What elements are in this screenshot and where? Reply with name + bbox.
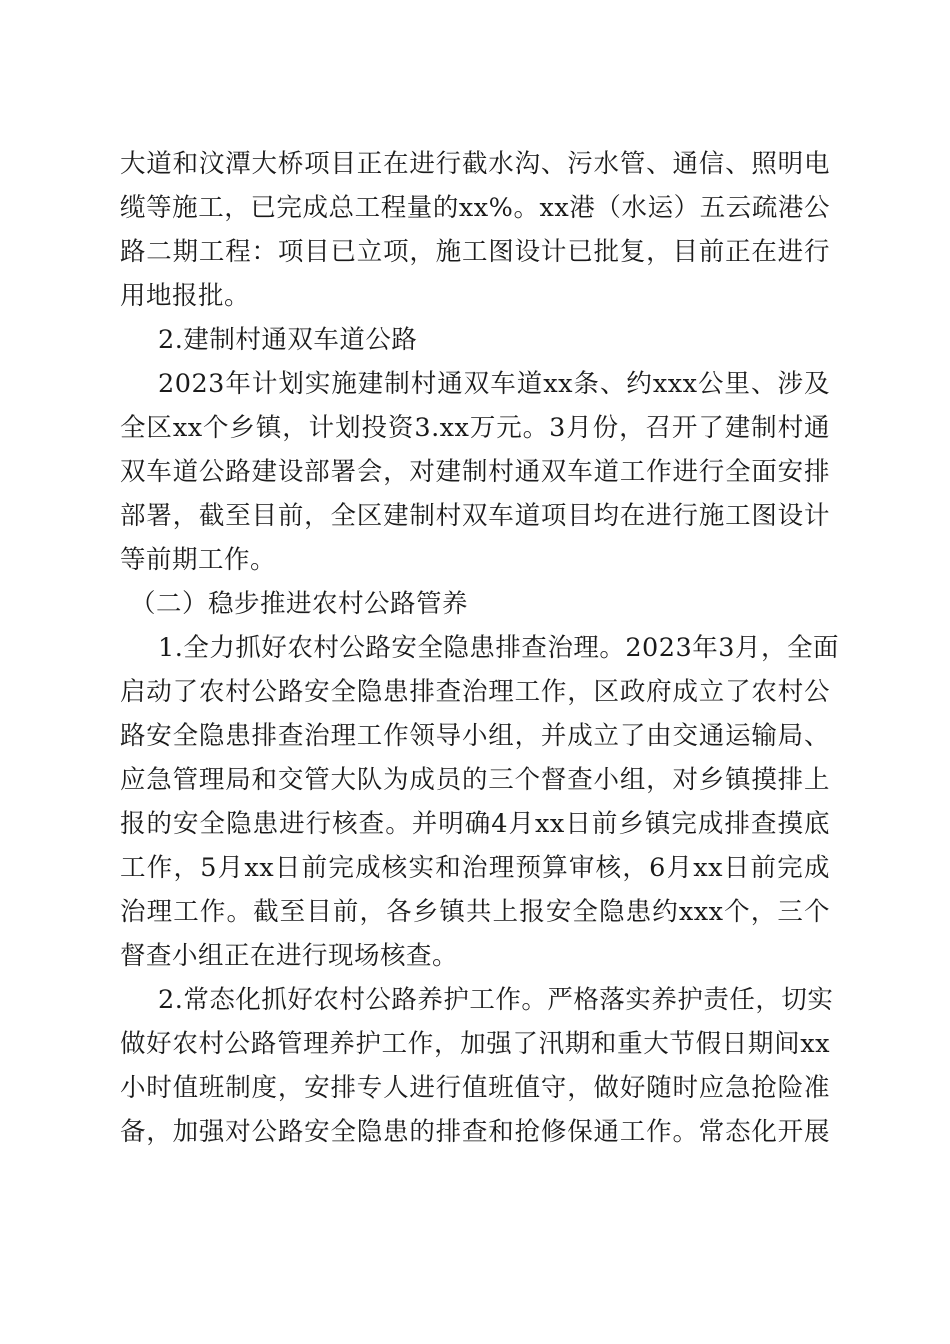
paragraph-line: 备，加强对公路安全隐患的排查和抢修保通工作。常态化开展 — [120, 1117, 830, 1147]
paragraph-line: 等前期工作。 — [120, 545, 277, 575]
paragraph-line: 2023年计划实施建制村通双车道xx条、约xxx公里、涉及 — [158, 369, 830, 399]
section-heading: 2.建制村通双车道公路 — [158, 325, 418, 355]
paragraph-line: 路二期工程：项目已立项，施工图设计已批复，目前正在进行 — [120, 237, 830, 267]
paragraph-line: 全区xx个乡镇，计划投资3.xx万元。3月份，召开了建制村通 — [120, 413, 830, 443]
paragraph-line: 2.常态化抓好农村公路养护工作。严格落实养护责任，切实 — [158, 985, 834, 1015]
paragraph-line: 1.全力抓好农村公路安全隐患排查治理。2023年3月，全面 — [158, 633, 839, 663]
paragraph-line: 路安全隐患排查治理工作领导小组，并成立了由交通运输局、 — [120, 721, 830, 751]
paragraph-line: 工作，5月xx日前完成核实和治理预算审核，6月xx日前完成 — [120, 853, 830, 883]
paragraph-line: 双车道公路建设部署会，对建制村通双车道工作进行全面安排 — [120, 457, 830, 487]
paragraph-line: 做好农村公路管理养护工作，加强了汛期和重大节假日期间xx — [120, 1029, 830, 1059]
paragraph-line: 启动了农村公路安全隐患排查治理工作，区政府成立了农村公 — [120, 677, 830, 707]
paragraph-line: 大道和汶潭大桥项目正在进行截水沟、污水管、通信、照明电 — [120, 149, 830, 179]
paragraph-line: 报的安全隐患进行核查。并明确4月xx日前乡镇完成排查摸底 — [120, 809, 830, 839]
paragraph-line: 部署，截至目前，全区建制村双车道项目均在进行施工图设计 — [120, 501, 830, 531]
paragraph-line: 小时值班制度，安排专人进行值班值守，做好随时应急抢险准 — [120, 1073, 830, 1103]
paragraph-line: 督查小组正在进行现场核查。 — [120, 941, 459, 971]
paragraph-line: 应急管理局和交管大队为成员的三个督查小组，对乡镇摸排上 — [120, 765, 830, 795]
section-heading: （二）稳步推进农村公路管养 — [130, 589, 469, 619]
paragraph-line: 治理工作。截至目前，各乡镇共上报安全隐患约xxx个，三个 — [120, 897, 830, 927]
paragraph-line: 缆等施工，已完成总工程量的xx%。xx港（水运）五云疏港公 — [120, 193, 830, 223]
paragraph-line: 用地报批。 — [120, 281, 251, 311]
